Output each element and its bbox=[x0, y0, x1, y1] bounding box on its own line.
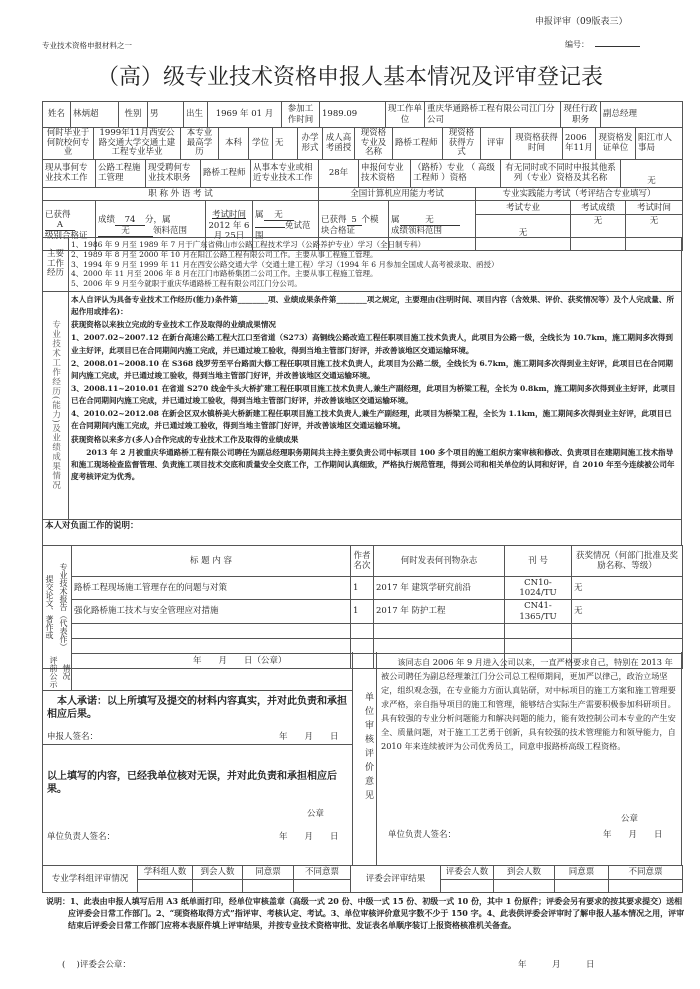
group-yes-value[interactable] bbox=[243, 880, 294, 893]
practice-major-value: 无 bbox=[476, 215, 571, 251]
lower-block bbox=[42, 652, 682, 866]
committee-col-no: 不同意票 bbox=[609, 866, 683, 880]
employer-label: 现工作单位 bbox=[386, 102, 425, 128]
group-col-no: 不同意票 bbox=[294, 866, 351, 880]
committee-stamp-label: ( )评委会公章： bbox=[62, 960, 131, 970]
computer-range: 属 无 成绩领料范围 bbox=[389, 201, 476, 251]
paper-rank bbox=[351, 638, 374, 653]
edu-value: 本科 bbox=[219, 128, 249, 160]
grad-value: 1999年11月西安公路交通大学交通土建工程专业毕业 bbox=[94, 128, 181, 160]
unit-confirm-sign: 单位负责人签名： bbox=[47, 832, 116, 842]
cur-work-label: 现从事何专业技术工作 bbox=[43, 160, 96, 188]
practice-time-value: 无 bbox=[626, 215, 683, 251]
paper-journal: 2017 年 建筑学研究前沿 bbox=[374, 577, 505, 600]
paper-title bbox=[72, 638, 351, 653]
work-start-value: 1989.09 bbox=[320, 102, 386, 128]
birth-label: 出生 bbox=[184, 102, 208, 128]
degree-value: 无 bbox=[273, 128, 298, 160]
material-label: 专业技术资格申报材料之一 bbox=[42, 41, 132, 50]
apply-label: 申报何专业技术资格 bbox=[359, 160, 411, 188]
paper-award bbox=[572, 638, 683, 653]
history-item: 4、2000 年 11 月至 2006 年 8 月在江门市路桥集团二公司工作。主要从事工程施工管理。 bbox=[71, 269, 378, 279]
committee-no-value[interactable] bbox=[609, 880, 683, 893]
history-item: 1、1986 年 9 月至 1989 年 7 月于广东省佛山市公路工程技术学习（公路养护专业）学习（全日制专科） bbox=[71, 240, 426, 250]
work-start-label: 参加工作时间 bbox=[282, 102, 320, 128]
committee-stamp-date: 年 月 日 bbox=[518, 960, 595, 970]
grad-label: 何时毕业于何院校何专业 bbox=[43, 128, 94, 160]
practice-exam-title: 专业实践能力考试（考评结合专业填写） bbox=[476, 188, 683, 201]
collab-text: 2013 年 2 月被重庆华通路桥工程有限公司聘任为副总经理职务期间共主持主要负责公司中标项目 100 多个项目的施工组织方案审核和修改、负责项目在建期间施工技术指导和施工现场检查监督管理、负责施工项目技术交底和质量安全交底工作，工作期间认真细致，严格执行规范管理，得到公司和相关单位的认同和好评，自 2010 年至今连续被公司年度考核评定为优秀。 bbox=[71, 447, 675, 481]
applicant-sign-date: 年 月 日 bbox=[279, 732, 339, 742]
group-attendees-value[interactable] bbox=[193, 880, 243, 893]
papers-header-issn: 刊 号 bbox=[505, 546, 572, 577]
committee-members-value[interactable] bbox=[441, 880, 494, 893]
paper-rank: 1 bbox=[351, 600, 374, 623]
position-value: 副总经理 bbox=[601, 102, 683, 128]
hired-label: 现受聘何专业技术职务 bbox=[146, 160, 201, 188]
gender-label: 性别 bbox=[119, 102, 148, 128]
degree-label: 学位 bbox=[249, 128, 273, 160]
achievement-item: 4、2010.02~2012.08 在新会区双水镇桥美大桥新建工程任职项目施工技术负责人,兼生产副经理，此项目为桥梁工程，全长为 1.1km，施工期间多次得到业主好评，此项目已在合同期间内施工完成，并已通过竣工验收，得到当地主管部门好评，并改善该地区交通运输环境。 bbox=[71, 409, 672, 431]
publicity-label-a: 评前公示 bbox=[49, 655, 58, 688]
page-title: （高）级专业技术资格申报人基本情况及评审登记表 bbox=[96, 65, 603, 90]
committee-col-yes: 同意票 bbox=[555, 866, 609, 880]
papers-header-rank: 作者名次 bbox=[351, 546, 374, 577]
foreign-level: 已获得A 级别合格证 bbox=[43, 201, 96, 251]
history-item: 3、1994 年 9 月至 1999 年 11 月在西安公路交通大学（交通土建工程）学习（1994 年 6 月参加全国成人高考被录取、函授） bbox=[71, 259, 499, 269]
committee-attendees-value[interactable] bbox=[494, 880, 555, 893]
achievements-body bbox=[69, 292, 682, 520]
basic-row-1 bbox=[42, 101, 683, 128]
achievement-item: 3、2008.11~2010.01 在省道 S270 线金牛头大桥扩建工程任职项目施工技术负责人,兼生产副经理，此项目为桥梁工程，全长为 0.8km，施工期间多次得到业主好评，此项目已在合同期间内施工完成，并已通过竣工验收，得到当地主管部门好评，并改善该地区交通运输环境。 bbox=[71, 383, 676, 406]
issuer-value: 阳江市人事局 bbox=[636, 128, 683, 160]
qual-value: 路桥工程师 bbox=[393, 128, 443, 160]
unit-confirm-seal: 公章 bbox=[307, 809, 325, 819]
foreign-exam-title: 职 称 外 语 考 试 bbox=[43, 188, 319, 201]
foreign-exam-time: 考试时间 2012 年 6月 25日 bbox=[206, 201, 253, 251]
practice-score-value: 无 bbox=[571, 215, 626, 251]
papers-header-award: 获奖情况（何部门批准及奖励名称、等级） bbox=[572, 546, 683, 577]
qual-way-value: 评审 bbox=[481, 128, 511, 160]
publicity-label-b: 情况 bbox=[62, 664, 71, 680]
group-col-yes: 同意票 bbox=[243, 866, 294, 880]
edu-label: 本专业最高学历 bbox=[181, 128, 219, 160]
foreign-score: 成绩 74 分，属 无 领料范围 bbox=[96, 201, 206, 251]
paper-title: 路桥工程现场施工管理存在的问题与对策 bbox=[72, 577, 351, 600]
paper-row bbox=[43, 577, 683, 600]
paper-rank: 1 bbox=[351, 577, 374, 600]
independent-title: 获现资格以来独立完成的专业技术工作及取得的业绩成果情况 bbox=[71, 320, 277, 330]
negative-explanation: 本人对负面工作的说明： bbox=[43, 520, 682, 546]
history-label: 主要工作经历 bbox=[43, 238, 69, 292]
paper-row bbox=[43, 623, 683, 638]
paper-journal: 2017 年 防护工程 bbox=[374, 600, 505, 623]
practice-major-label: 考试专业 bbox=[476, 201, 571, 215]
employer-value: 重庆华通路桥工程有限公司江门分公司 bbox=[425, 102, 561, 128]
other-label: 有无同时或不同时申报其他系列（专业）资格及其名称 bbox=[501, 160, 621, 188]
left-column bbox=[43, 652, 353, 865]
practice-score-label: 考试成绩 bbox=[571, 201, 626, 215]
unit-review-text: 该同志自 2006 年 9 月进入公司以来，一直严格要求自己，特别在 2013 年被公司聘任为副总经理兼江门分公司总工程师期间，更加严以律己，政治立场坚定，组织观念强，在专业能力方面认真钻研，对中标项目的施工方案和施工管理要求严格，亲自指导项目的施工和管理，能够结合实际生产需要积极参加科研项目。具有较强的专业分析问题能力和解决问题的能力，能有效控制公司本专业的产生安全、质量问题，对于施工工艺勇于创新，具有较强的技术管理能力和领导能力，自 2010 年来连续被评为公司优秀员工，同意申报路桥高级工程资格。 bbox=[381, 657, 676, 751]
paper-journal bbox=[374, 623, 505, 638]
computer-modules: 已获得 5 个模块合格证 bbox=[319, 201, 389, 251]
qual-label: 现资格专业及名称 bbox=[355, 128, 393, 160]
mode-label: 办学形式 bbox=[298, 128, 323, 160]
achievements-table bbox=[42, 291, 682, 520]
applicant-sign-label: 申报人签名： bbox=[47, 732, 99, 742]
paper-journal bbox=[374, 638, 505, 653]
name-value: 林炳超 bbox=[71, 102, 119, 128]
history-item: 5、2006 年 9 月至今就职于重庆华通路桥工程有限公司江门分公司。 bbox=[71, 279, 302, 289]
basic-row-3 bbox=[42, 159, 683, 188]
collab-title: 获现资格以来多方(多人)合作完成的专业技术工作及取得的业绩成果 bbox=[71, 434, 299, 444]
qual-time-value: 2006年11月 bbox=[563, 128, 596, 160]
commitment-text: 本人承诺：以上所填写及提交的材料内容真实，并对此负责和承担相应后果。 bbox=[47, 696, 347, 720]
group-col-attendees: 到会人数 bbox=[193, 866, 243, 880]
number-field[interactable] bbox=[595, 38, 640, 47]
unit-confirm-date: 年 月 日 bbox=[279, 832, 339, 842]
name-label: 姓名 bbox=[43, 102, 71, 128]
review-table bbox=[42, 865, 683, 893]
negative-table bbox=[42, 519, 682, 546]
notes: 说明：1、此表由申报人填写后用 A3 纸单面打印，经单位审核盖章（高级一式 20 份、中级一式 15 份、初级一式 10 份，其中 1 份原件；评委会另有要求的按其要求提交）送相应评委会日常工作部门。2、“现资格取得方式”指评审、考核认定、考试。3、单位审核评价意见字数不少于 150 字。4、此表供评委会评审时了解申报人基本情况之用，评审结束后评委会日常工作部门应将本表原件填上评审结果，并按专业技术资格审批、发证表名单顺序装订上报资格核准机关备查。 bbox=[46, 896, 685, 930]
paper-issn: CN10-1024/TU bbox=[505, 577, 572, 600]
publicity-section bbox=[43, 652, 353, 691]
achievements-label: 专业技术工作经历(能力)及业绩成果情况 bbox=[43, 292, 69, 520]
paper-award: 无 bbox=[572, 600, 683, 623]
number-label-text: 编号： bbox=[565, 40, 589, 49]
papers-side-label-b: 专业技术报告（代表作） bbox=[56, 546, 72, 669]
paper-title: 强化路桥施工技术与安全管理应对措施 bbox=[72, 600, 351, 623]
hired-value: 路桥工程师 bbox=[201, 160, 251, 188]
computer-exam-title: 全国计算机应用能力考试 bbox=[319, 188, 476, 201]
position-label: 现任行政职务 bbox=[561, 102, 601, 128]
basic-row-2 bbox=[42, 127, 683, 160]
group-members-value[interactable] bbox=[138, 880, 193, 893]
paper-issn bbox=[505, 623, 572, 638]
mode-value: 成人高考函授 bbox=[323, 128, 355, 160]
number-label bbox=[565, 38, 640, 50]
committee-col-members: 评委会人数 bbox=[441, 866, 494, 880]
group-review-label: 专业学科组评审情况 bbox=[43, 866, 138, 893]
papers-table bbox=[42, 545, 683, 669]
years-label: 从事本专业或相近专业技术工作 bbox=[251, 160, 319, 188]
history-table bbox=[42, 237, 682, 292]
apply-value: （路桥）专业 （ 高级工程师 ）资格 bbox=[411, 160, 501, 188]
publicity-date: 年 月 日（公章） bbox=[193, 656, 287, 666]
paper-rank bbox=[351, 623, 374, 638]
paper-title bbox=[72, 623, 351, 638]
achievement-item: 1、2007.02~2007.12 在新台高速公路工程大江口至省道（S273）高铜线公路改造工程任职项目施工技术负责人，此项目为公路一级，全线长为 10.7km，施工期间多次得到业主好评，此项目已在合同期间内施工完成，并已通过竣工验收，得到当地主管部门好评，并改善该地区交通运输环境。 bbox=[71, 333, 673, 355]
paper-issn: CN41-1365/TU bbox=[505, 600, 572, 623]
form-code: 申报评审（09版表三） bbox=[535, 17, 628, 27]
unit-review-sign: 单位负责人签名： bbox=[388, 830, 457, 840]
paper-award: 无 bbox=[572, 577, 683, 600]
qual-time-label: 现资格获得时间 bbox=[511, 128, 563, 160]
papers-side-label-a: 提交论文、著作或 bbox=[43, 546, 56, 669]
paper-award bbox=[572, 623, 683, 638]
foreign-exempt: 属 无 免试范围 bbox=[253, 201, 319, 251]
years-value: 28年 bbox=[319, 160, 359, 188]
papers-header-title: 标 题 内 容 bbox=[72, 546, 351, 577]
unit-confirm-text: 以上填写的内容，已经我单位核对无误，并对此负责和承担相应后果。 bbox=[47, 771, 337, 795]
issuer-label: 现资格发证单位 bbox=[596, 128, 636, 160]
birth-value: 1969 年 01 月 bbox=[208, 102, 282, 128]
gender-value: 男 bbox=[148, 102, 184, 128]
group-col-members: 学科组人数 bbox=[138, 866, 193, 880]
achievement-item: 2、2008.01~2008.10 在 S368 线罗劳至平台路面大修工程任职项目施工技术负责人，此项目为公路二级，全线长为 6.7km，施工期间多次得到业主好评，此项目已在合同期间内施工完成，并已通过竣工验收，得到当地主管部门好评，并改善该地区交通运输环境。 bbox=[71, 358, 673, 380]
qual-way-label: 现资格获得方式 bbox=[443, 128, 481, 160]
committee-yes-value[interactable] bbox=[555, 880, 609, 893]
practice-time-label: 考试时间 bbox=[626, 201, 683, 215]
other-value: 无 bbox=[621, 160, 683, 188]
unit-review-label: 单位审核评价意见 bbox=[363, 692, 373, 804]
history-item: 2、1989 年 8 月至 2000 年 10 月在阳江公路工程有限公司工作。主要从事工程施工管理。 bbox=[71, 249, 378, 259]
paper-row bbox=[43, 600, 683, 623]
paper-row bbox=[43, 638, 683, 653]
history-list bbox=[69, 238, 682, 292]
achievements-intro: 本人自评认为具备专业技术工作经历(能力)条件第________项、业绩成果条件第________项之规定，主要理由(注明时间、项目内容（含效果、评价、获奖情况等）及个人完成量、所起作用或排名)： bbox=[71, 295, 675, 317]
cur-work-value: 公路工程施工管理 bbox=[96, 160, 146, 188]
committee-review-label: 评委会评审结果 bbox=[351, 866, 441, 893]
unit-review-seal: 公章 bbox=[621, 814, 639, 824]
group-no-value[interactable] bbox=[294, 880, 351, 893]
paper-issn bbox=[505, 638, 572, 653]
unit-review-date: 年 月 日 bbox=[603, 830, 663, 840]
papers-header-journal: 何时发表何刊物杂志 bbox=[374, 546, 505, 577]
committee-col-attendees: 到会人数 bbox=[494, 866, 555, 880]
